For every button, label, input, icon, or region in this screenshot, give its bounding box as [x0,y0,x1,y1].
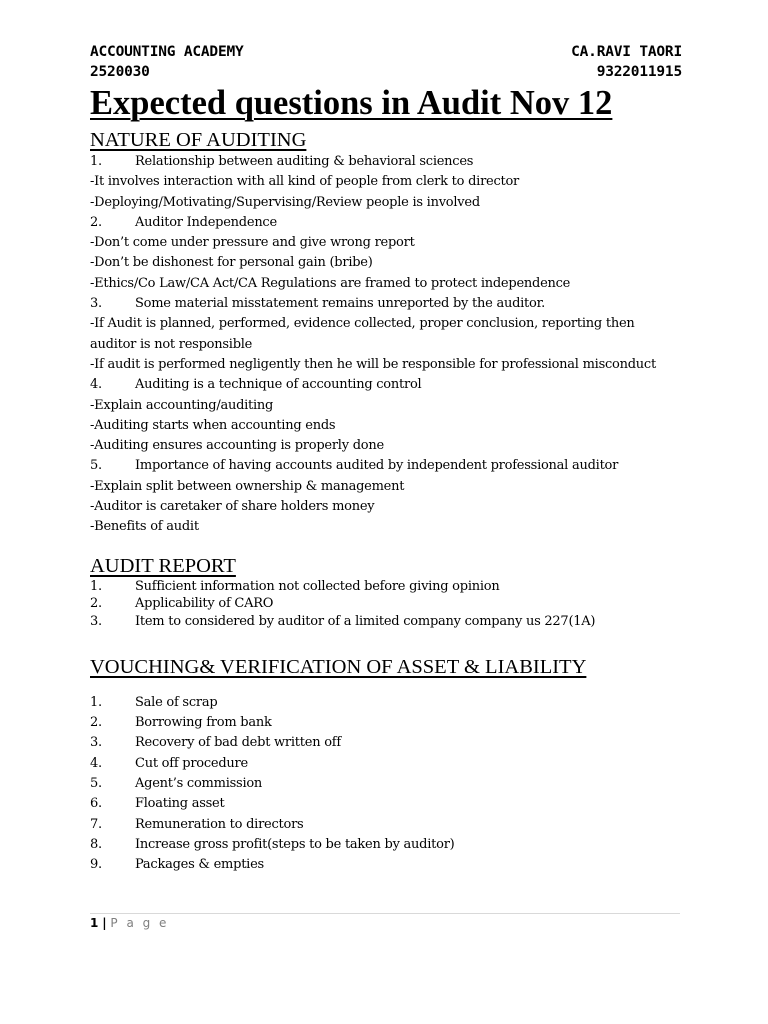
list-item [90,578,682,596]
item-number: 6. [90,796,102,812]
page-footer [90,915,169,931]
list-item: -Benefits of audit [90,519,199,535]
item-text: Floating asset [135,796,225,812]
list-item [90,713,682,733]
list-item [90,733,682,753]
audit-report-list [90,578,682,631]
list-item [90,213,682,233]
item-text: Borrowing from bank [135,715,272,731]
list-item: -It involves interaction with all kind of people from clerk to director [90,174,520,190]
list-item [90,855,682,875]
document-title: Expected questions in Audit Nov 12 [90,84,613,122]
item-text: Auditor Independence [135,214,277,230]
item-number: 3. [90,296,102,312]
item-number: 5. [90,458,102,474]
page-label: P a g e [110,916,169,930]
document-page [90,42,682,875]
list-item [90,456,682,476]
item-number: 5. [90,775,102,791]
list-item [90,754,682,774]
item-number: 4. [90,377,102,393]
list-item: -Explain split between ownership & management [90,478,405,494]
vouching-verification-list [90,693,682,876]
list-item [90,774,682,794]
item-number: 1. [90,694,102,710]
item-text: Some material misstatement remains unreported by the auditor. [135,296,546,312]
list-item [90,294,682,314]
item-number: 1. [90,154,102,169]
list-item: -Explain accounting/auditing [90,397,274,413]
list-item: -Don’t be dishonest for personal gain (bribe) [90,255,373,271]
item-number: 3. [90,614,102,630]
list-item [90,613,682,631]
list-item [90,375,682,395]
author-phone: 9322011915 [596,64,682,80]
page-separator: | [102,916,107,930]
item-text: Auditing is a technique of accounting control [135,377,422,393]
list-item: -Don’t come under pressure and give wrong report [90,235,415,251]
list-item [90,835,682,855]
letterhead-right [571,42,682,82]
item-text: Sufficient information not collected before giving opinion [135,578,500,594]
author-name: CA.RAVI TAORI [571,44,682,60]
item-text: Cut off procedure [135,755,248,771]
item-text: Recovery of bad debt written off [135,735,341,751]
academy-code: 2520030 [90,64,150,80]
item-text: Packages & empties [135,857,264,873]
item-text: Sale of scrap [135,694,218,710]
item-text: Applicability of CARO [135,596,274,612]
item-number: 3. [90,735,102,751]
list-item: -Auditing ensures accounting is properly done [90,438,384,454]
section-heading-audit-report: AUDIT REPORT [90,554,236,577]
item-text: Increase gross profit(steps to be taken by auditor) [135,836,455,852]
item-number: 2. [90,596,102,612]
item-text: Item to considered by auditor of a limited company company us 227(1A) [135,614,596,630]
item-number: 7. [90,816,102,832]
list-item: -If audit is performed negligently then he will be responsible for professional misconduct [90,356,656,372]
list-item: -Auditing starts when accounting ends [90,417,336,433]
list-item: -Auditor is caretaker of share holders money [90,499,375,515]
list-item: -If Audit is planned, performed, evidence collected, proper conclusion, reporting then [90,316,635,332]
item-text: Importance of having accounts audited by independent professional auditor [135,458,619,474]
list-item: -Ethics/Co Law/CA Act/CA Regulations are framed to protect independence [90,275,571,291]
item-text: Relationship between auditing & behavioral sciences [135,154,474,169]
item-number: 2. [90,715,102,731]
section-heading-vouching-verification: VOUCHING& VERIFICATION OF ASSET & LIABILITY [90,655,587,678]
list-item [90,595,682,613]
item-text: Agent’s commission [135,775,263,791]
item-number: 8. [90,836,102,852]
letterhead-left [90,42,244,82]
list-item: -Deploying/Motivating/Supervising/Review people is involved [90,194,480,210]
list-item [90,815,682,835]
section-heading-nature-of-auditing: NATURE OF AUDITING [90,129,307,151]
item-number: 1. [90,578,102,594]
footer-divider [90,913,680,914]
academy-name: ACCOUNTING ACADEMY [90,44,244,60]
item-number: 2. [90,214,102,230]
list-item [90,693,682,713]
list-item: auditor is not responsible [90,336,253,352]
list-item [90,152,682,172]
item-number: 9. [90,857,102,873]
page-number: 1 [90,916,99,930]
item-text: Remuneration to directors [135,816,304,832]
item-number: 4. [90,755,102,771]
nature-of-auditing-list [90,152,682,538]
letterhead [90,42,682,82]
list-item [90,794,682,814]
